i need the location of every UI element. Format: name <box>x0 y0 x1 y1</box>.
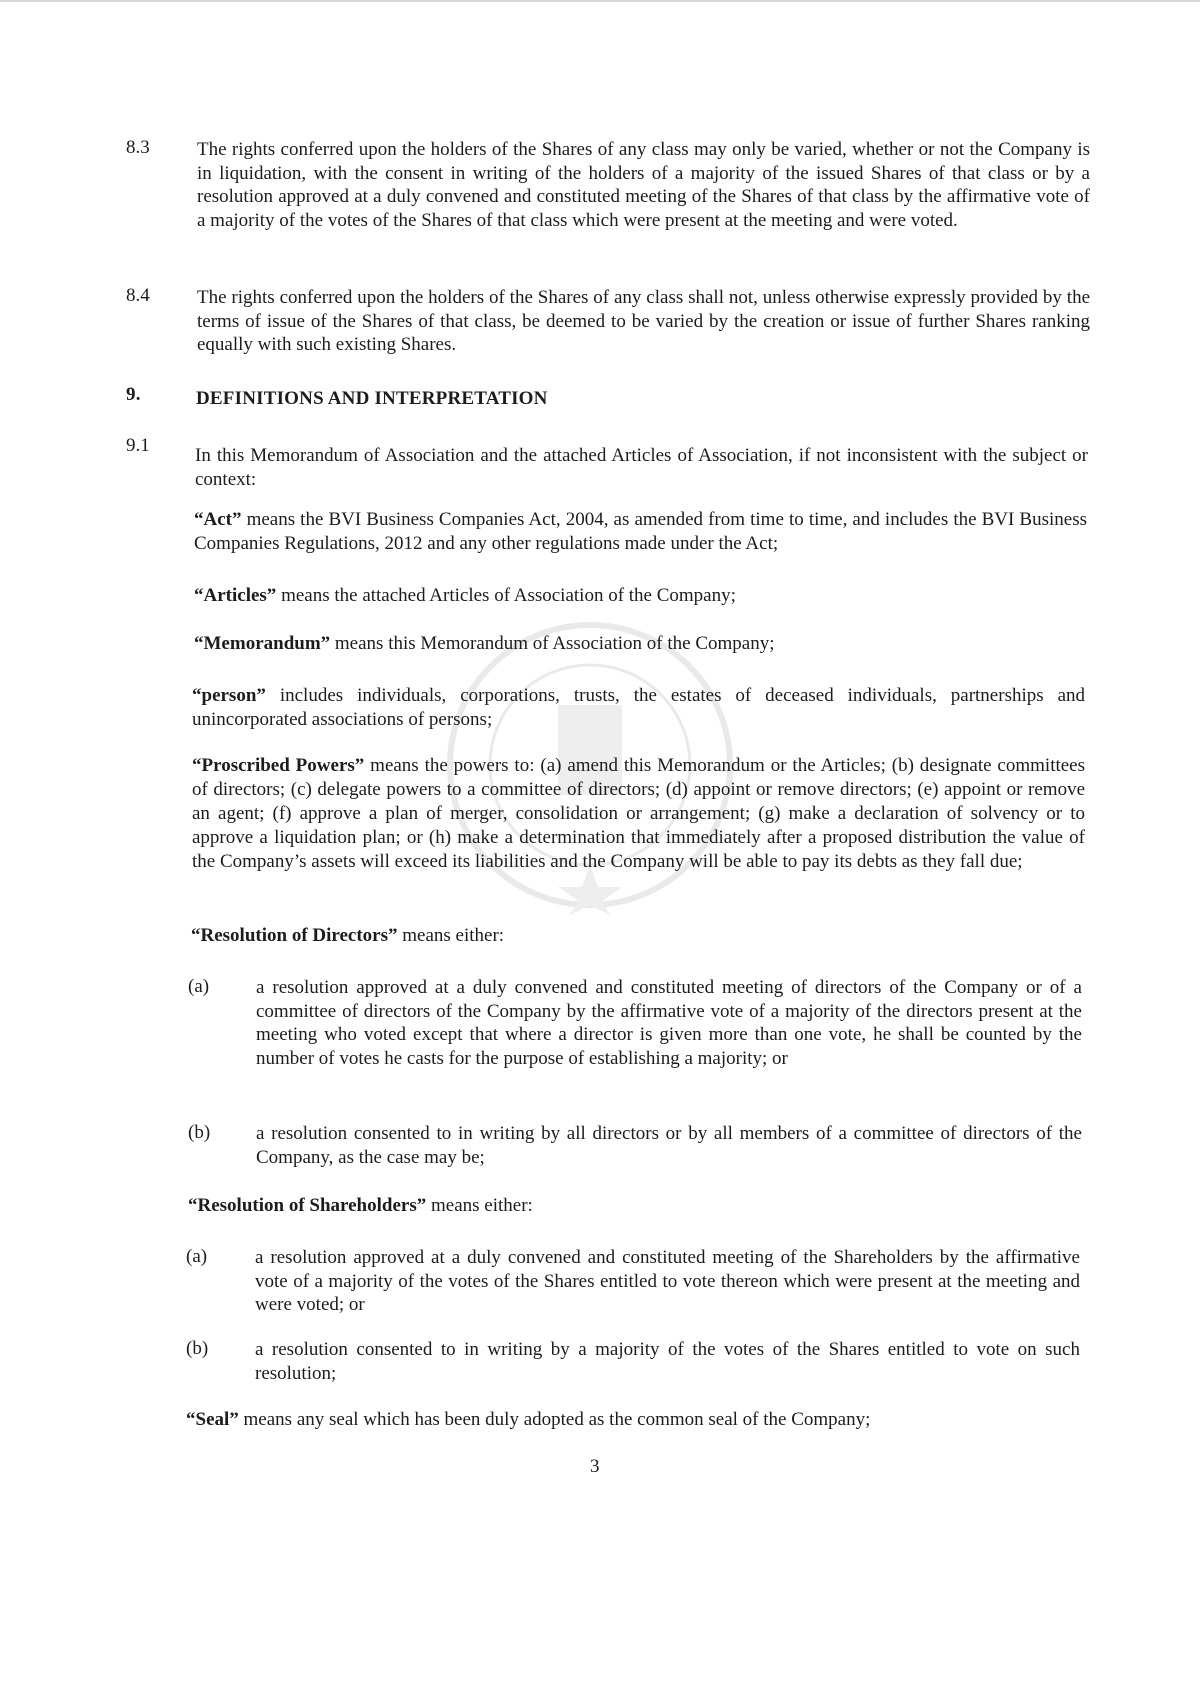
definition-text: means either: <box>397 925 505 946</box>
definition-text: means this Memorandum of Association of the Company; <box>330 633 775 654</box>
section-8-3-text: The rights conferred upon the holders of the Shares of any class may only be varied, whether or not the Company is in liquidation, with the consent in writing of the holders of a majority of the issued Shares of that class or by a resolution approved at a duly convened and constituted meeting of the Shares of that class by the affirmative vote of a majority of the votes of the Shares of that class which were present at the meeting and were voted. <box>197 139 1090 231</box>
page-number: 3 <box>590 1456 600 1477</box>
definition-text: means the attached Articles of Association of the Company; <box>276 585 736 606</box>
definition-memorandum <box>194 632 1087 656</box>
section-number-8-3: 8.3 <box>126 137 150 158</box>
section-8-4-text: The rights conferred upon the holders of the Shares of any class shall not, unless otherwise expressly provided by the terms of issue of the Shares of that class, be deemed to be varied by the creation or issue of further Shares ranking equally with such existing Shares. <box>197 287 1090 355</box>
directors-item-b-label: (b) <box>188 1122 211 1143</box>
clause-number-9-1: 9.1 <box>126 435 150 456</box>
directors-item-a-label: (a) <box>188 976 210 997</box>
heading-number: 9. <box>126 384 141 405</box>
definition-seal <box>186 1408 1086 1432</box>
definition-term: “Memorandum” <box>194 633 331 654</box>
section-number-8-4: 8.4 <box>126 285 150 306</box>
shareholders-item-a-label: (a) <box>186 1246 208 1267</box>
definition-text: means either: <box>426 1195 533 1216</box>
definition-term: “person” <box>192 685 266 706</box>
shareholders-item-b-label: (b) <box>186 1338 209 1359</box>
definition-term: “Act” <box>194 509 242 530</box>
definition-term: “Resolution of Directors” <box>191 925 398 946</box>
definition-text: means the powers to: (a) amend this Memorandum or the Articles; (b) designate committees of directors; (c) delegate powers to a committee of directors; (d) appoint or remove directors; (e) appoint or remove an agent; (f) approve a plan of merger, consolidation or arrangement; (g) make a declaration of solvency or to approve a liquidation plan; or (h) make a determination that immediately after a proposed distribution the value of the Company’s assets will exceed its liabilities and the Company will be able to pay its debts as they fall due; <box>192 755 1086 872</box>
definition-term: “Proscribed Powers” <box>192 755 365 776</box>
definition-act <box>194 508 1087 555</box>
directors-item-b-text: a resolution consented to in writing by all directors or by all members of a committee of directors of the Company, as the case may be; <box>256 1123 1082 1168</box>
definition-articles <box>194 584 1087 608</box>
definition-resolution-of-directors <box>191 924 1084 948</box>
clause-9-1-text: In this Memorandum of Association and the attached Articles of Association, if not inconsistent with the subject or context: <box>195 445 1088 490</box>
heading-title: DEFINITIONS AND INTERPRETATION <box>196 388 548 409</box>
shareholders-item-b-text: a resolution consented to in writing by a majority of the votes of the Shares entitled to vote on such resolution; <box>255 1339 1080 1384</box>
definition-proscribed-powers <box>192 754 1085 874</box>
definition-term: “Seal” <box>186 1409 239 1430</box>
shareholders-item-a-text: a resolution approved at a duly convened and constituted meeting of the Shareholders by the affirmative vote of a majority of the votes of the Shares entitled to vote thereon which were present at the meeting and were voted; or <box>255 1247 1080 1315</box>
definition-text: means any seal which has been duly adopted as the common seal of the Company; <box>238 1409 871 1430</box>
directors-item-a-text: a resolution approved at a duly convened and constituted meeting of directors of the Company or of a committee of directors of the Company by the affirmative vote of a majority of the directors present at the meeting who voted except that where a director is given more than one vote, he shall be counted by the number of votes he casts for the purpose of establishing a majority; or <box>256 977 1082 1069</box>
definition-term: “Articles” <box>194 585 277 606</box>
definition-person <box>192 684 1085 731</box>
definition-resolution-of-shareholders <box>188 1194 1081 1218</box>
definition-term: “Resolution of Shareholders” <box>188 1195 427 1216</box>
definition-text: includes individuals, corporations, trusts, the estates of deceased individuals, partnerships and unincorporated associations of persons; <box>192 685 1085 730</box>
definition-text: means the BVI Business Companies Act, 2004, as amended from time to time, and includes the BVI Business Companies Regulations, 2012 and any other regulations made under the Act; <box>194 509 1087 554</box>
